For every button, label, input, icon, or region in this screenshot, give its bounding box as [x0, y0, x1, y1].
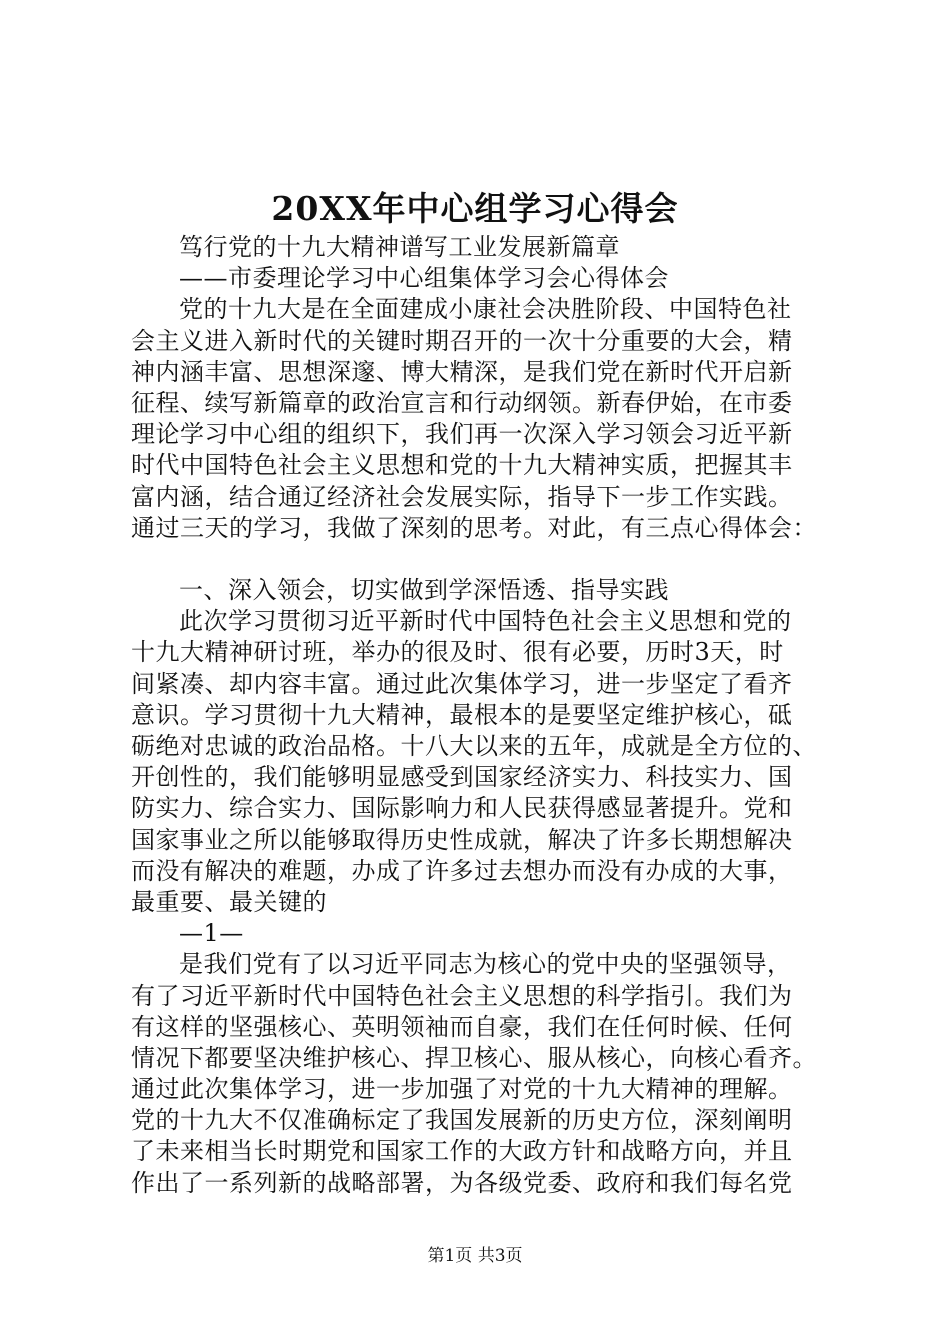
paragraph-gap	[131, 544, 851, 575]
paragraph-line: 理论学习中心组的组织下，我们再一次深入学习领会习近平新	[131, 420, 793, 449]
paragraph-line: 此次学习贯彻习近平新时代中国特色社会主义思想和党的	[179, 607, 792, 636]
paragraph-line: 而没有解决的难题，办成了许多过去想办而没有办成的大事，	[131, 856, 793, 885]
page-footer: 第1页 共3页	[427, 1246, 523, 1266]
section-heading: 一、深入领会，切实做到学深悟透、指导实践	[179, 576, 669, 605]
paragraph-line: 富内涵，结合通辽经济社会发展实际，指导下一步工作实践。	[131, 482, 793, 511]
subtitle-line: 笃行党的十九大精神谱写工业发展新篇章	[179, 233, 620, 261]
paragraph-line: 是我们党有了以习近平同志为核心的党中央的坚强领导，	[179, 950, 792, 979]
paragraph-line: 征程、续写新篇章的政治宣言和行动纲领。新春伊始，在市委	[131, 388, 793, 417]
paragraph-line: 砺绝对忠诚的政治品格。十八大以来的五年，成就是全方位的、	[131, 732, 817, 760]
paragraph-line: 国家事业之所以能够取得历史性成就，解决了许多长期想解决	[131, 825, 793, 854]
paragraph-line: 十九大精神研讨班，举办的很及时、很有必要，历时3天，时	[131, 638, 784, 667]
paragraph-line: 党的十九大不仅准确标定了我国发展新的历史方位，深刻阐明	[131, 1106, 793, 1135]
paragraph-line: 神内涵丰富、思想深邃、博大精深，是我们党在新时代开启新	[131, 357, 793, 386]
paragraph-line: 通过此次集体学习，进一步加强了对党的十九大精神的理解。	[131, 1075, 793, 1104]
paragraph-line: 意识。学习贯彻十九大精神，最根本的是要坚定维护核心，砥	[131, 700, 793, 729]
paragraph-line: 党的十九大是在全面建成小康社会决胜阶段、中国特色社	[179, 295, 792, 324]
paragraph-line: 情况下都要坚决维护核心、捍卫核心、服从核心，向核心看齐。	[131, 1043, 817, 1072]
paragraph-line: 时代中国特色社会主义思想和党的十九大精神实质，把握其丰	[131, 451, 793, 480]
paragraph-line: 作出了一系列新的战略部署，为各级党委、政府和我们每名党	[131, 1168, 793, 1197]
paragraph-line: 间紧凑、却内容丰富。通过此次集体学习，进一步坚定了看齐	[131, 669, 793, 698]
document-body	[131, 232, 851, 1199]
subtitle-line: ——市委理论学习中心组集体学习会心得体会	[179, 264, 669, 293]
document-title: 20XX年中心组学习心得会	[271, 189, 679, 228]
paragraph-line: 有这样的坚强核心、英明领袖而自豪，我们在任何时候、任何	[131, 1012, 793, 1041]
paragraph-line: 有了习近平新时代中国特色社会主义思想的科学指引。我们为	[131, 981, 793, 1010]
paragraph-line: 防实力、综合实力、国际影响力和人民获得感显著提升。党和	[131, 794, 793, 823]
inline-page-marker: —1—	[179, 919, 244, 948]
paragraph-line: 会主义进入新时代的关键时期召开的一次十分重要的大会，精	[131, 326, 793, 355]
paragraph-line: 通过三天的学习，我做了深刻的思考。对此，有三点心得体会：	[131, 513, 817, 542]
paragraph-line: 开创性的，我们能够明显感受到国家经济实力、科技实力、国	[131, 763, 793, 792]
paragraph-line: 最重要、最关键的	[131, 887, 327, 916]
paragraph-line: 了未来相当长时期党和国家工作的大政方针和战略方向，并且	[131, 1137, 793, 1166]
